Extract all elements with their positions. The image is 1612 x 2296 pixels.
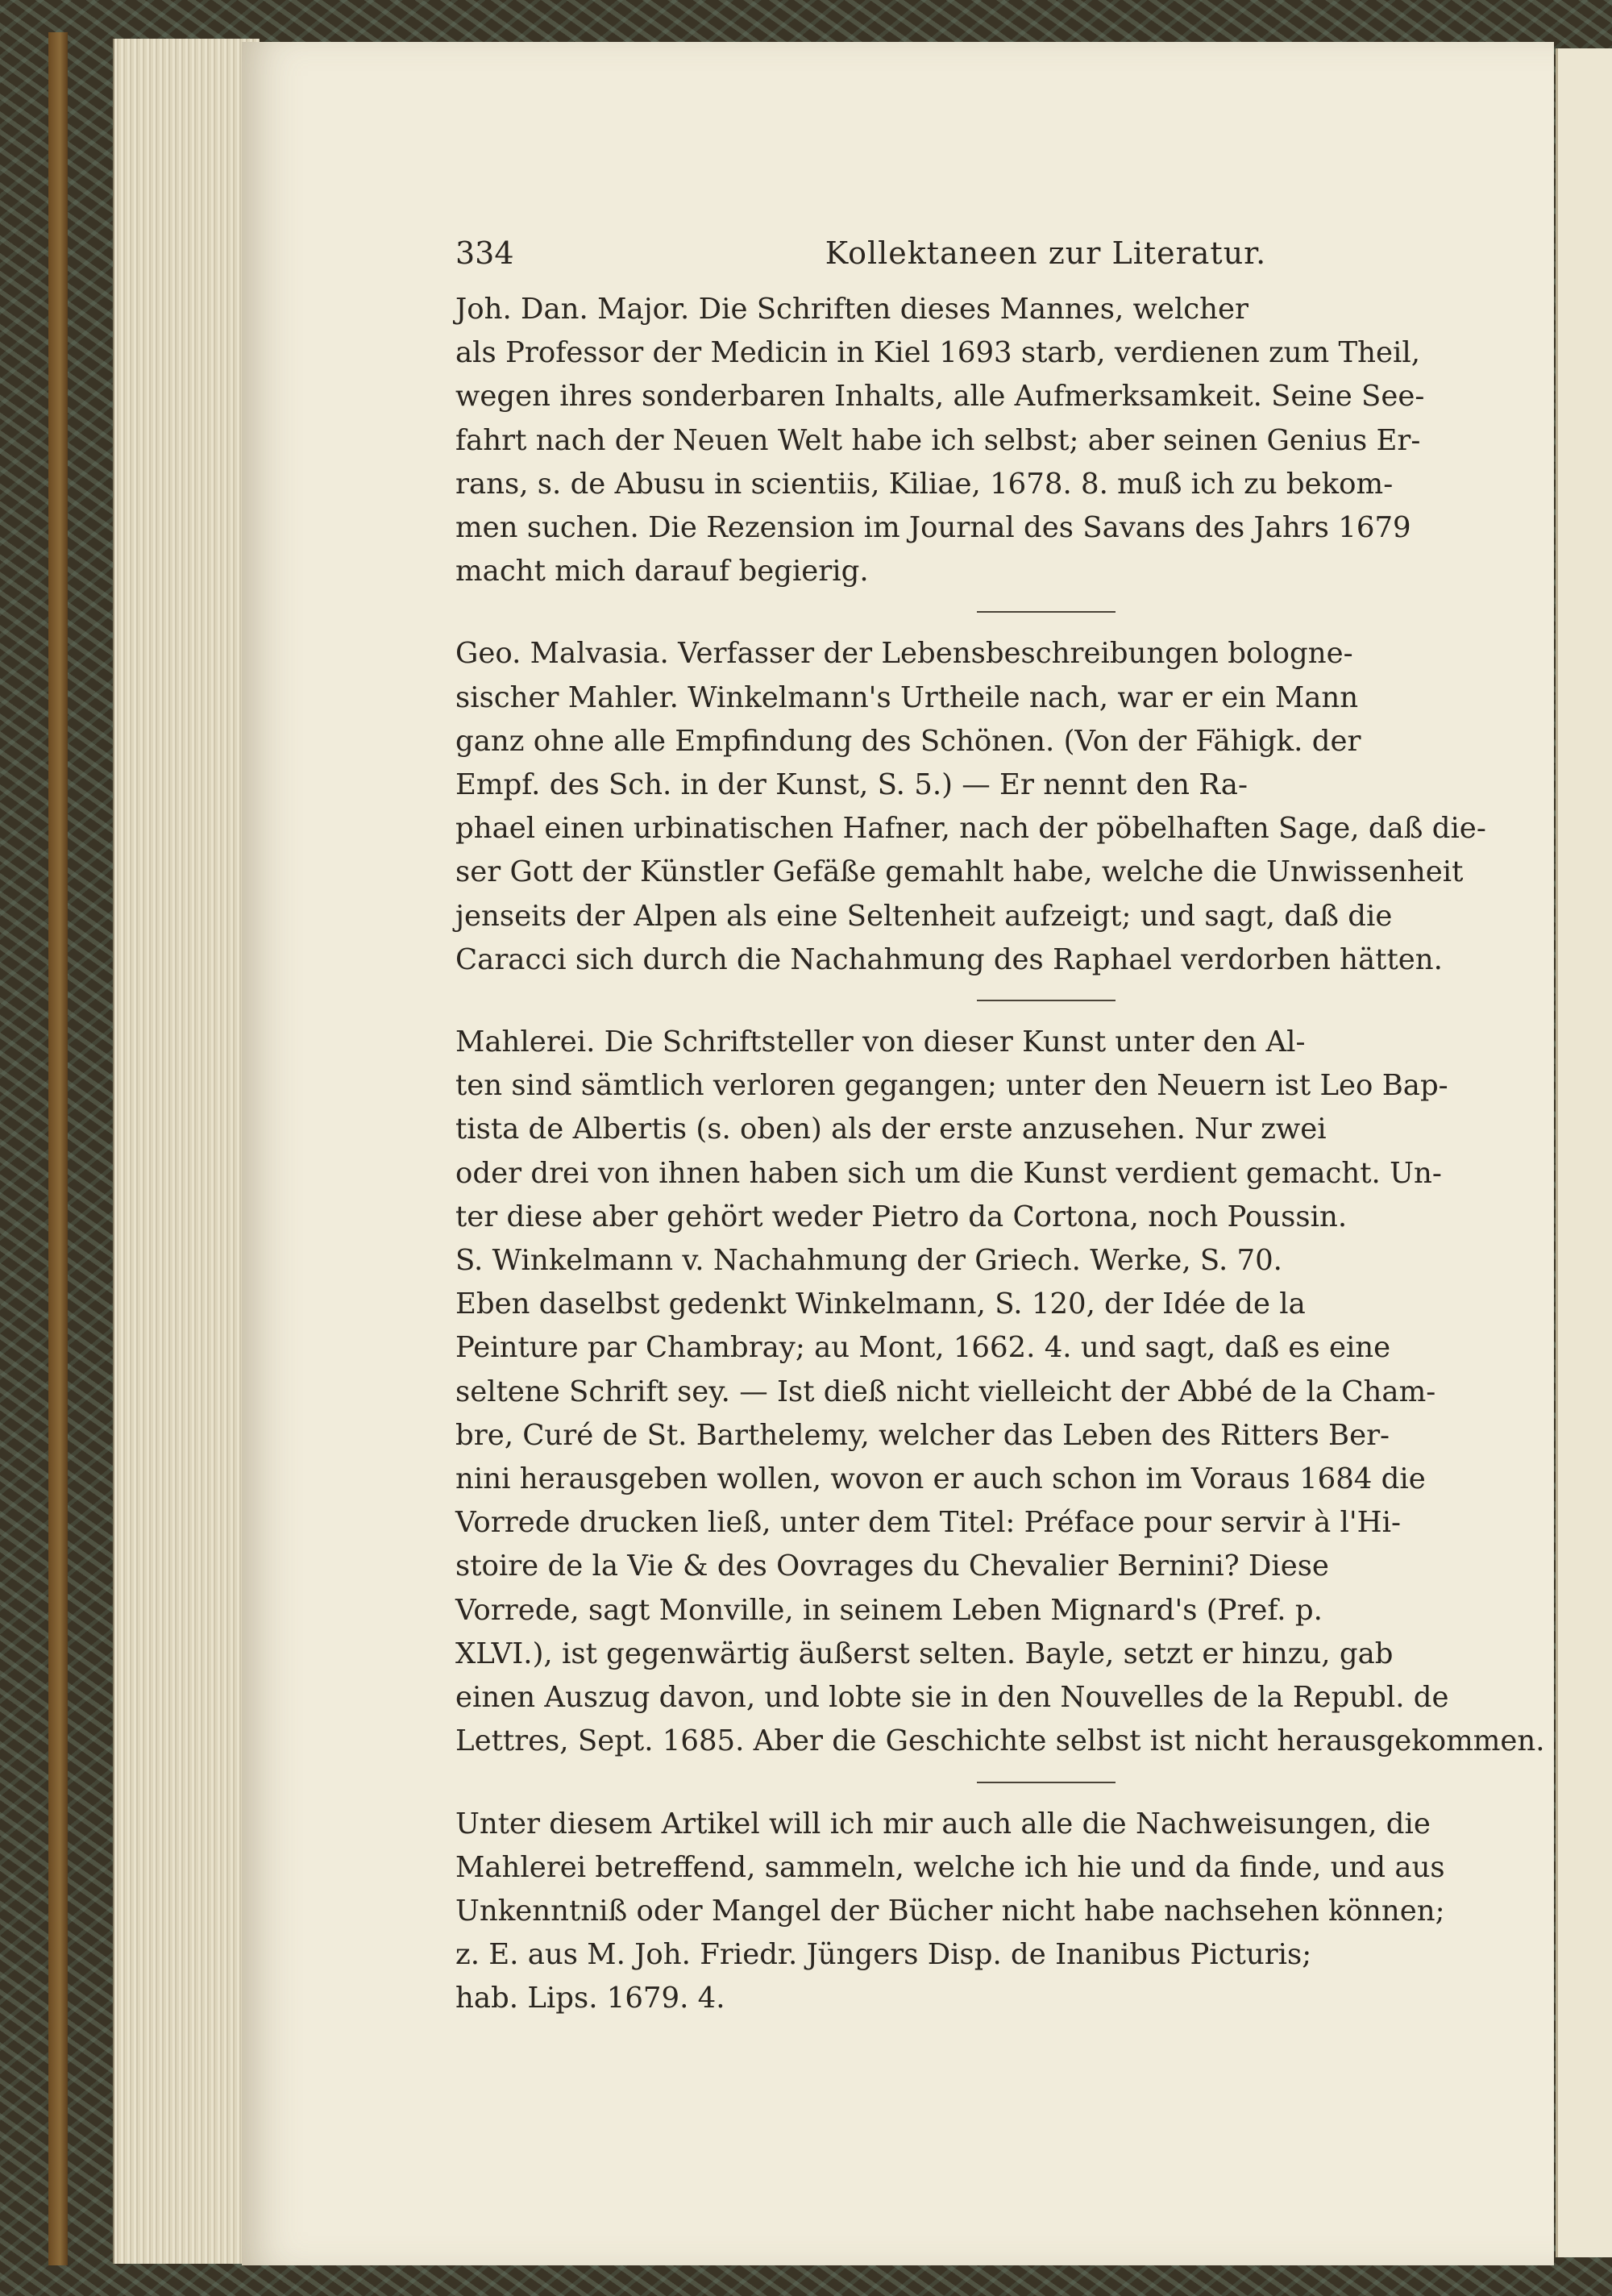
- text-line: macht mich darauf begierig.: [455, 555, 869, 589]
- text-line: ter diese aber gehört weder Pietro da Cortona, noch Poussin.: [455, 1200, 1348, 1233]
- text-line: Peinture par Chambray; au Mont, 1662. 4. und sagt, daß es eine: [455, 1331, 1391, 1365]
- text-line: S. Winkelmann v. Nachahmung der Griech. Werke, S. 70.: [455, 1244, 1282, 1278]
- text-line: XLVI.), ist gegenwärtig äußerst selten. Bayle, setzt er hinzu, gab: [455, 1637, 1394, 1670]
- text-line: Empf. des Sch. in der Kunst, S. 5.) — Er nennt den Ra-: [455, 768, 1248, 802]
- text-line: Unkenntniß oder Mangel der Bücher nicht habe nachsehen können;: [455, 1894, 1445, 1928]
- text-line: Lettres, Sept. 1685. Aber die Geschichte selbst ist nicht herausgekommen.: [455, 1724, 1545, 1758]
- text-line: seltene Schrift sey. — Ist dieß nicht vielleicht der Abbé de la Cham-: [455, 1375, 1436, 1408]
- text-line: Mahlerei betreffend, sammeln, welche ich hie und da finde, und aus: [455, 1850, 1445, 1884]
- text-line: ser Gott der Künstler Gefäße gemahlt habe, welche die Unwissenheit: [455, 855, 1464, 889]
- text-line: Vorrede drucken ließ, unter dem Titel: Préface pour servir à l'Hi-: [455, 1506, 1401, 1540]
- text-line: Vorrede, sagt Monville, in seinem Leben Mignard's (Pref. p.: [455, 1593, 1323, 1627]
- book-spine-edge: [48, 32, 68, 2265]
- text-line: als Professor der Medicin in Kiel 1693 starb, verdienen zum Theil,: [455, 336, 1421, 370]
- text-line: jenseits der Alpen als eine Seltenheit aufzeigt; und sagt, daß die: [455, 899, 1393, 933]
- text-line: ganz ohne alle Empfindung des Schönen. (Von der Fähigk. der: [455, 724, 1361, 758]
- running-title: Kollektaneen zur Literatur.: [825, 235, 1267, 271]
- text-line: Joh. Dan. Major. Die Schriften dieses Mannes, welcher: [455, 293, 1249, 326]
- text-line: hab. Lips. 1679. 4.: [455, 1982, 725, 2015]
- text-line: phael einen urbinatischen Hafner, nach der pöbelhaften Sage, daß die-: [455, 812, 1486, 846]
- section-divider: [977, 1782, 1116, 1783]
- section-divider: [977, 1000, 1116, 1001]
- text-line: einen Auszug davon, und lobte sie in den Nouvelles de la Republ. de: [455, 1681, 1449, 1715]
- entry-nachweisungen: [455, 1803, 1612, 2021]
- page-header: [455, 235, 1612, 284]
- text-line: stoire de la Vie & des Oovrages du Chevalier Bernini? Diese: [455, 1549, 1329, 1583]
- text-line: Unter diesem Artikel will ich mir auch alle die Nachweisungen, die: [455, 1807, 1431, 1841]
- entry-mahlerei: [455, 1021, 1612, 1763]
- text-line: sischer Mahler. Winkelmann's Urtheile nach, war er ein Mann: [455, 680, 1359, 714]
- entry-major: [455, 288, 1612, 593]
- page-number: 334: [455, 235, 514, 271]
- text-line: oder drei von ihnen haben sich um die Kunst verdient gemacht. Un-: [455, 1156, 1442, 1190]
- text-line: fahrt nach der Neuen Welt habe ich selbst; aber seinen Genius Er-: [455, 423, 1421, 457]
- text-line: Mahlerei. Die Schriftsteller von dieser Kunst unter den Al-: [455, 1025, 1306, 1059]
- entry-malvasia: [455, 632, 1612, 982]
- section-divider: [977, 611, 1116, 613]
- page-edges-stack: [113, 39, 260, 2264]
- text-line: tista de Albertis (s. oben) als der erste anzusehen. Nur zwei: [455, 1113, 1327, 1146]
- text-line: wegen ihres sonderbaren Inhalts, alle Aufmerksamkeit. Seine See-: [455, 380, 1425, 414]
- text-line: men suchen. Die Rezension im Journal des Savans des Jahrs 1679: [455, 511, 1411, 545]
- text-line: z. E. aus M. Joh. Friedr. Jüngers Disp. de Inanibus Picturis;: [455, 1938, 1312, 1972]
- text-line: nini herausgeben wollen, wovon er auch schon im Voraus 1684 die: [455, 1462, 1426, 1496]
- text-line: ten sind sämtlich verloren gegangen; unter den Neuern ist Leo Bap-: [455, 1069, 1448, 1103]
- text-line: bre, Curé de St. Barthelemy, welcher das Leben des Ritters Ber-: [455, 1418, 1390, 1452]
- text-line: rans, s. de Abusu in scientiis, Kiliae, 1678. 8. muß ich zu bekom-: [455, 467, 1394, 501]
- text-line: Caracci sich durch die Nachahmung des Raphael verdorben hätten.: [455, 942, 1443, 976]
- text-line: Geo. Malvasia. Verfasser der Lebensbeschreibungen bologne-: [455, 637, 1353, 671]
- book-page: [242, 42, 1554, 2265]
- text-line: Eben daselbst gedenkt Winkelmann, S. 120, der Idée de la: [455, 1287, 1306, 1321]
